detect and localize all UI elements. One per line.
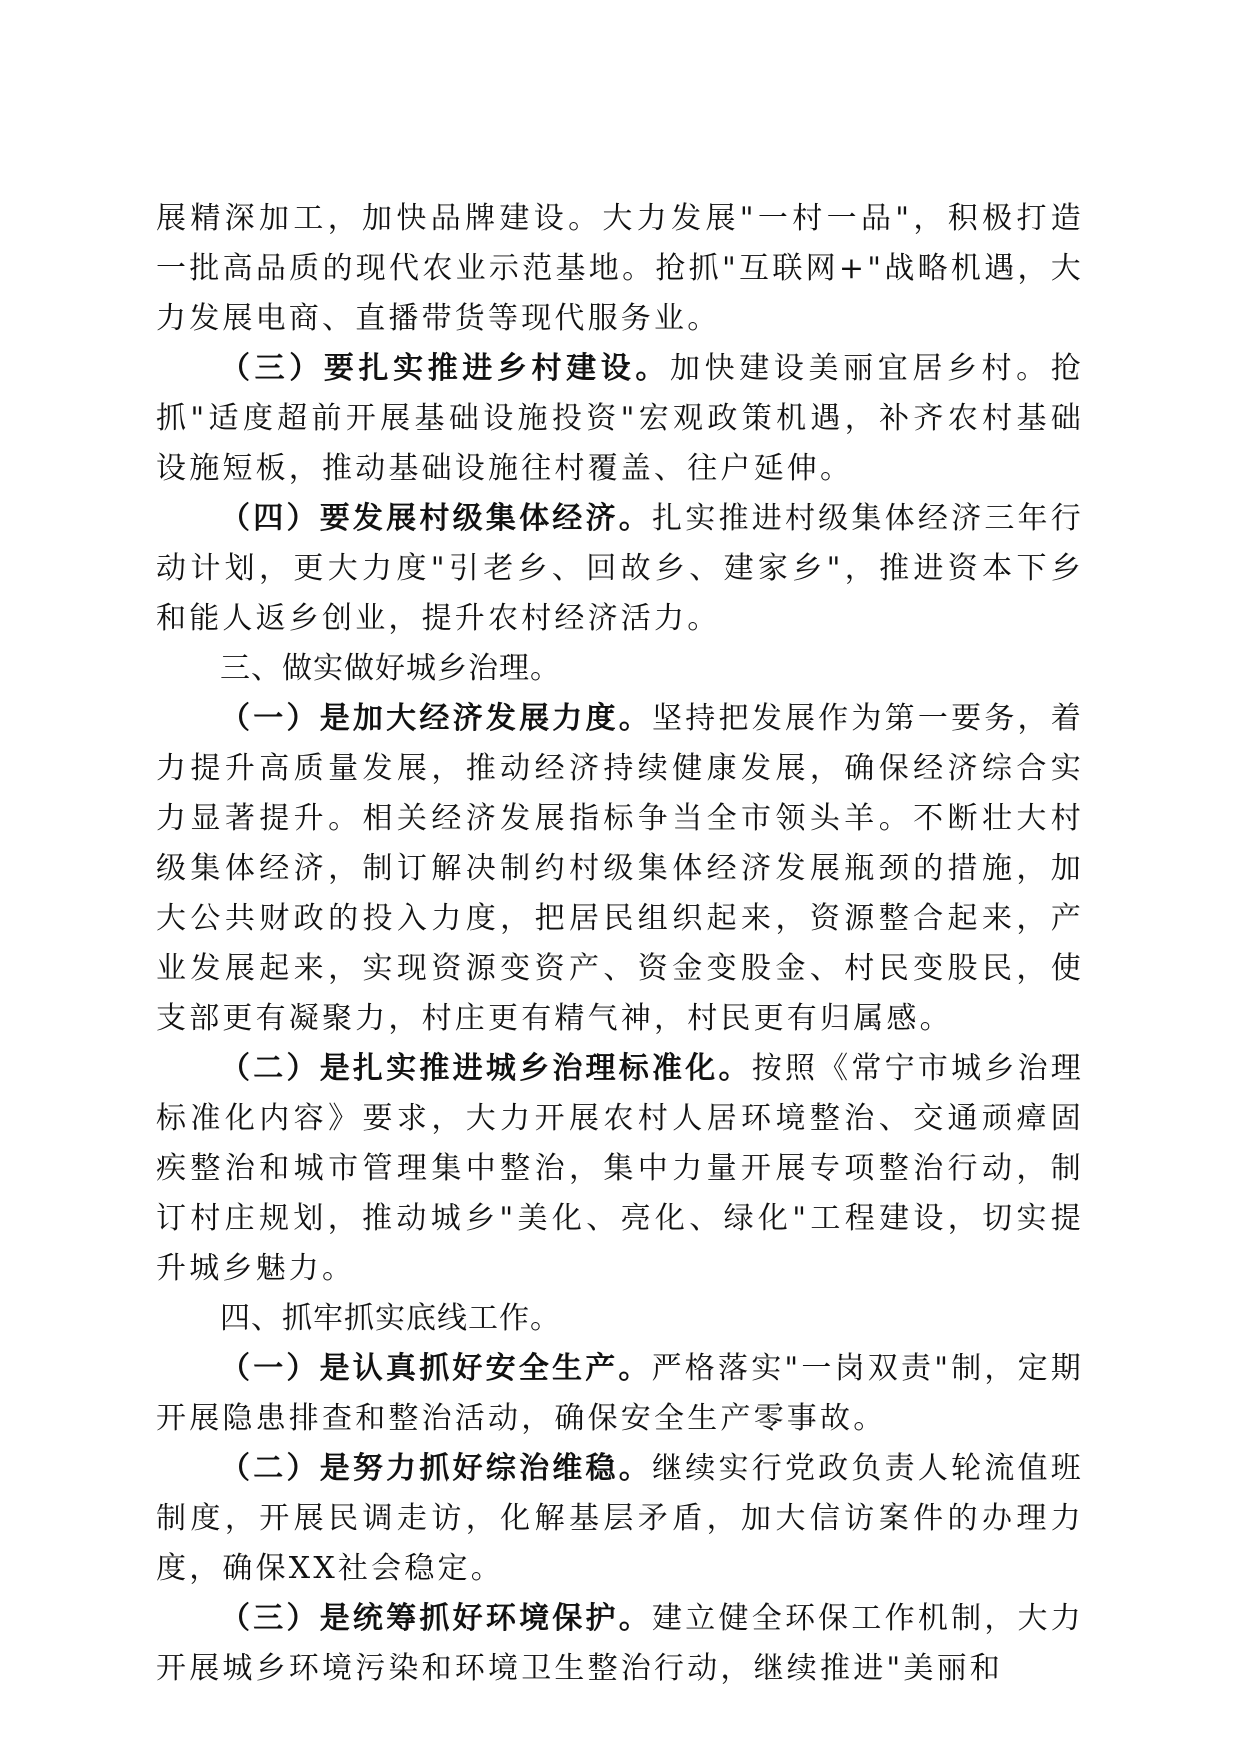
- paragraph-lead: （一）是认真抓好安全生产。: [220, 1351, 652, 1386]
- paragraph-text: 继续实行党政负责人轮流值班制度，开展民调走访，化解基层矛盾，加大信访案件的办理力度，确保XX社会稳定。: [156, 1451, 1084, 1586]
- paragraph: [156, 1594, 1084, 1694]
- paragraph: [156, 1444, 1084, 1594]
- paragraph: [156, 344, 1084, 494]
- paragraph: [156, 694, 1084, 1044]
- paragraph-text: 展精深加工，加快品牌建设。大力发展"一村一品"，积极打造一批高品质的现代农业示范基地。抢抓"互联网+"战略机遇，大力发展电商、直播带货等现代服务业。: [156, 201, 1084, 336]
- paragraph-text: 按照《常宁市城乡治理标准化内容》要求，大力开展农村人居环境整治、交通顽瘴固疾整治和城市管理集中整治，集中力量开展专项整治行动，制订村庄规划，推动城乡"美化、亮化、绿化"工程建设，切实提升城乡魅力。: [156, 1051, 1085, 1286]
- paragraph-lead: （一）是加大经济发展力度。: [220, 701, 653, 736]
- paragraph: [156, 1044, 1084, 1294]
- paragraph-text: 严格落实"一岗双责"制，定期开展隐患排查和整治活动，确保安全生产零事故。: [156, 1351, 1085, 1436]
- paragraph-lead: （四）要发展村级集体经济。: [220, 501, 653, 536]
- paragraph-text: 扎实推进村级集体经济三年行动计划，更大力度"引老乡、回故乡、建家乡"，推进资本下乡和能人返乡创业，提升农村经济活力。: [156, 501, 1084, 636]
- paragraph-lead: （三）是统筹抓好环境保护。: [220, 1601, 653, 1636]
- paragraph-lead: （二）是努力抓好综治维稳。: [220, 1451, 653, 1486]
- paragraph-text: 坚持把发展作为第一要务，着力提升高质量发展，推动经济持续健康发展，确保经济综合实力显著提升。相关经济发展指标争当全市领头羊。不断壮大村级集体经济，制订解决制约村级集体经济发展瓶颈的措施，加大公共财政的投入力度，把居民组织起来，资源整合起来，产业发展起来，实现资源变资产、资金变股金、村民变股民，使支部更有凝聚力，村庄更有精气神，村民更有归属感。: [156, 701, 1084, 1036]
- paragraph: [156, 194, 1084, 344]
- paragraph-text: 加快建设美丽宜居乡村。抢抓"适度超前开展基础设施投资"宏观政策机遇，补齐农村基础设施短板，推动基础设施往村覆盖、往户延伸。: [156, 351, 1084, 486]
- paragraph: [156, 1344, 1084, 1444]
- paragraph-lead: （三）要扎实推进乡村建设。: [220, 351, 671, 386]
- paragraph: [156, 494, 1084, 644]
- section-heading: 四、抓牢抓实底线工作。: [220, 1301, 561, 1336]
- document-body: [156, 194, 1084, 1694]
- paragraph-lead: （二）是扎实推进城乡治理标准化。: [220, 1051, 752, 1086]
- paragraph-text: 建立健全环保工作机制，大力开展城乡环境污染和环境卫生整治行动，继续推进"美丽和: [156, 1601, 1084, 1686]
- section-heading: 三、做实做好城乡治理。: [220, 651, 561, 686]
